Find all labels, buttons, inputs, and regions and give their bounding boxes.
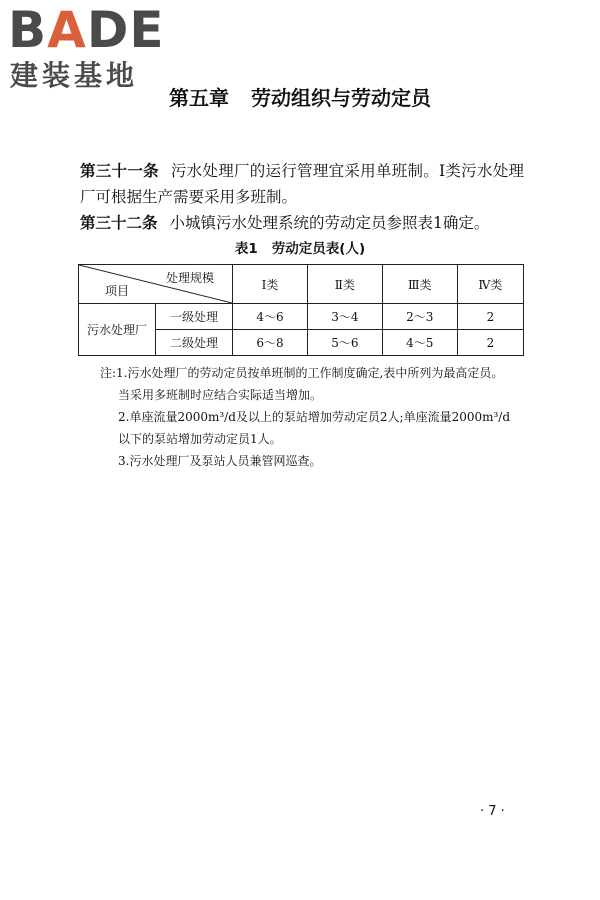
table-cell: 6～8 bbox=[233, 330, 308, 356]
row-label: 二级处理 bbox=[156, 330, 233, 356]
article-label: 第三十二条 bbox=[80, 214, 158, 232]
chapter-number: 第五章 bbox=[169, 86, 229, 110]
note-2: 2.单座流量2000m³/d及以上的泵站增加劳动定员2人;单座流量2000m³/d bbox=[118, 410, 511, 424]
table-cell: 2 bbox=[457, 330, 523, 356]
table-cell: 4～5 bbox=[382, 330, 457, 356]
table-number: 表1 bbox=[234, 241, 258, 257]
staffing-table bbox=[78, 264, 524, 356]
logo-wordmark: BADE bbox=[8, 1, 165, 59]
article-text: 小城镇污水处理系统的劳动定员参照表1确定。 bbox=[169, 214, 490, 232]
table-cell: 4～6 bbox=[233, 304, 308, 330]
row-label: 一级处理 bbox=[156, 304, 233, 330]
chapter-title bbox=[0, 84, 600, 112]
article-label: 第三十一条 bbox=[80, 162, 159, 180]
note-2-continued: 以下的泵站增加劳动定员1人。 bbox=[118, 432, 282, 446]
table-notes bbox=[100, 362, 528, 472]
column-header: Ⅰ类 bbox=[233, 265, 308, 304]
notes-prefix: 注: bbox=[100, 366, 117, 380]
table-cell: 5～6 bbox=[307, 330, 382, 356]
table-cell: 2 bbox=[457, 304, 523, 330]
note-1-text: 1.污水处理厂的劳动定员按单班制的工作制度确定,表中所列为最高定员。 bbox=[116, 366, 504, 380]
article-32 bbox=[80, 210, 524, 236]
corner-top-label: 处理规模 bbox=[165, 271, 214, 285]
column-header: Ⅱ类 bbox=[307, 265, 382, 304]
note-1 bbox=[100, 362, 528, 384]
table-cell: 3～4 bbox=[307, 304, 382, 330]
table-header-row bbox=[79, 265, 524, 304]
article-31 bbox=[80, 158, 524, 210]
page-number: · 7 · bbox=[480, 804, 505, 819]
chapter-heading: 劳动组织与劳动定员 bbox=[251, 86, 431, 110]
table-row bbox=[79, 304, 524, 330]
site-logo bbox=[8, 1, 178, 94]
article-text: 污水处理厂的运行管理宜采用单班制。Ⅰ类污水处理厂可根据生产需要采用多班制。 bbox=[80, 162, 524, 206]
column-header: Ⅲ类 bbox=[382, 265, 457, 304]
logo-subtitle: 建装基地 bbox=[10, 59, 139, 92]
note-1-continued: 当采用多班制时应结合实际适当增加。 bbox=[118, 388, 323, 402]
table-corner-cell bbox=[79, 265, 233, 304]
table-title: 劳动定员表(人) bbox=[271, 241, 366, 257]
corner-bottom-label: 项目 bbox=[105, 284, 130, 298]
column-header: Ⅳ类 bbox=[457, 265, 523, 304]
table-caption bbox=[0, 240, 600, 258]
row-group-label: 污水处理厂 bbox=[79, 304, 156, 356]
note-3: 3.污水处理厂及泵站人员兼管网巡查。 bbox=[118, 454, 322, 468]
table-cell: 2～3 bbox=[382, 304, 457, 330]
